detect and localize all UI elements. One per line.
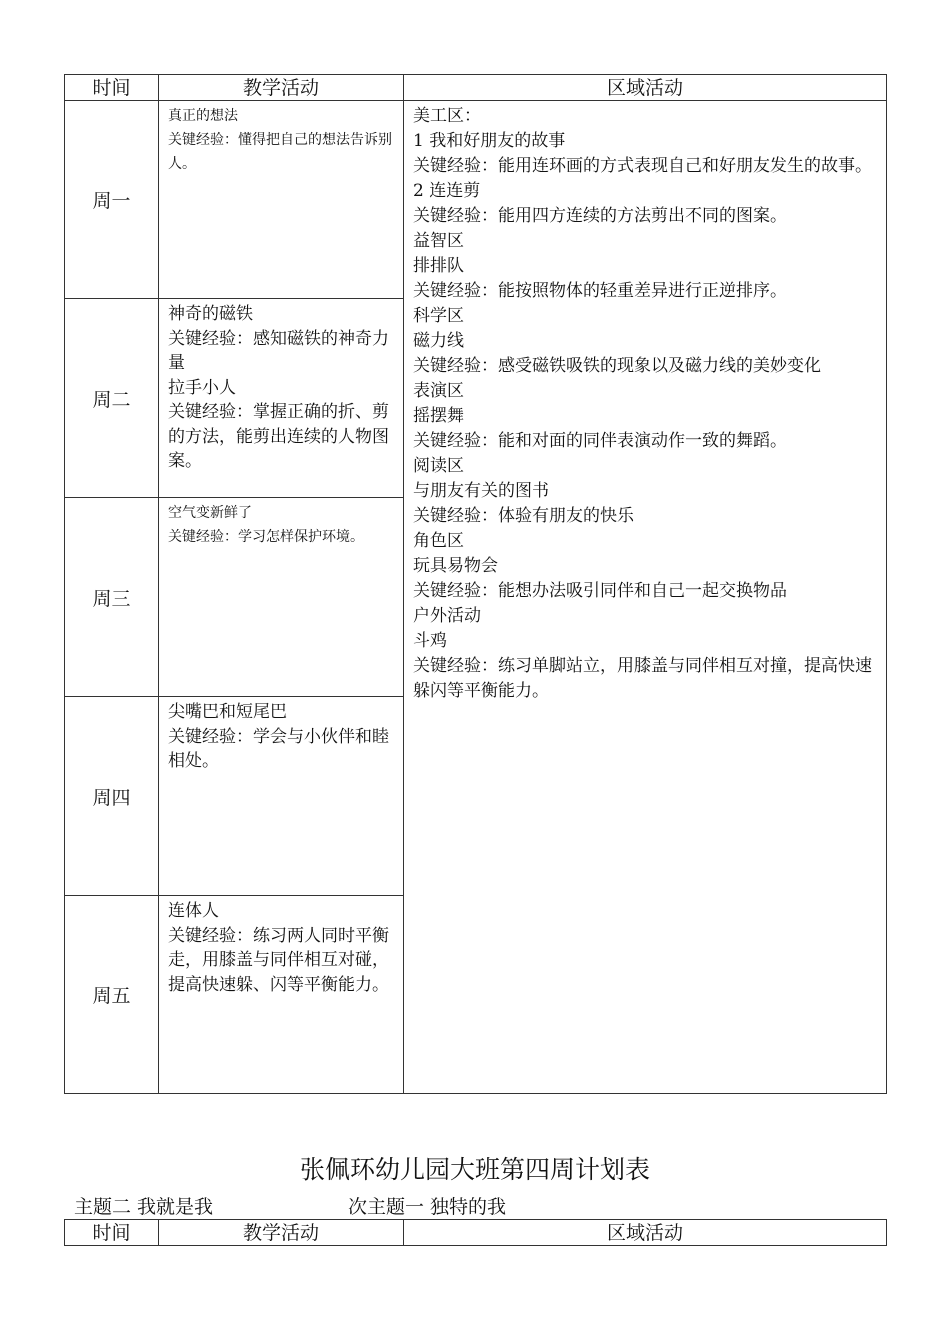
area-line: 关键经验：能用四方连续的方法剪出不同的图案。: [413, 206, 787, 226]
day-thursday: 周四: [65, 697, 159, 896]
teaching-tuesday: [159, 299, 404, 498]
day-tuesday: 周二: [65, 299, 159, 498]
area-line: 关键经验：能想办法吸引同伴和自己一起交换物品: [413, 581, 787, 601]
key-experience: 关键经验：懂得把自己的想法告诉别人。: [168, 132, 392, 172]
area-line: 2 连连剪: [413, 181, 481, 201]
day-friday: 周五: [65, 896, 159, 1094]
table-row: [65, 101, 887, 299]
table-header-row: [65, 75, 887, 101]
activity-title: 真正的想法: [168, 108, 238, 124]
area-line: 阅读区: [413, 456, 464, 476]
day-wednesday: 周三: [65, 498, 159, 697]
activity-title: 神奇的磁铁: [168, 304, 253, 324]
key-experience: 关键经验：练习两人同时平衡走，用膝盖与同伴相互对碰，提高快速躲、闪等平衡能力。: [168, 925, 389, 995]
area-line: 关键经验：练习单脚站立，用膝盖与同伴相互对撞，提高快速躲闪等平衡能力。: [413, 656, 872, 701]
area-line: 美工区：: [413, 106, 481, 126]
header-teaching: 教学活动: [159, 1220, 404, 1246]
header-time: 时间: [65, 75, 159, 101]
area-line: 关键经验：感受磁铁吸铁的现象以及磁力线的美妙变化: [413, 356, 821, 376]
teaching-wednesday: [159, 498, 404, 697]
area-line: 磁力线: [413, 331, 464, 351]
theme-label: 主题二 我就是我: [74, 1196, 214, 1218]
header-time: 时间: [65, 1220, 159, 1246]
area-line: 益智区: [413, 231, 464, 251]
area-line: 关键经验：能用连环画的方式表现自己和好朋友发生的故事。: [413, 156, 872, 176]
activity-title: 连体人: [168, 901, 219, 921]
key-experience: 关键经验：掌握正确的折、剪的方法，能剪出连续的人物图案。: [168, 402, 389, 471]
day-monday: 周一: [65, 101, 159, 299]
header-area: 区域活动: [404, 1220, 887, 1246]
area-line: 科学区: [413, 306, 464, 326]
next-week-plan-table: [64, 1219, 887, 1246]
area-line: 户外活动: [413, 606, 481, 626]
area-activities-cell: [404, 101, 887, 1094]
key-experience: 关键经验：学习怎样保护环境。: [168, 529, 364, 545]
area-line: 角色区: [413, 531, 464, 551]
key-experience: 关键经验：感知磁铁的神奇力量: [168, 328, 389, 373]
subtheme-label: 次主题一 独特的我: [348, 1196, 507, 1218]
area-line: 摇摆舞: [413, 406, 464, 426]
activity-title: 空气变新鲜了: [168, 505, 252, 521]
area-line: 表演区: [413, 381, 464, 401]
area-line: 1 我和好朋友的故事: [413, 131, 566, 151]
teaching-monday: [159, 101, 404, 299]
activity-title: 尖嘴巴和短尾巴: [168, 702, 287, 722]
plan-title: 张佩环幼儿园大班第四周计划表: [299, 1155, 650, 1184]
header-teaching: 教学活动: [159, 75, 404, 101]
area-line: 关键经验：体验有朋友的快乐: [413, 506, 634, 526]
table-header-row: [65, 1220, 887, 1246]
area-line: 关键经验：能和对面的同伴表演动作一致的舞蹈。: [413, 431, 787, 451]
weekly-plan-table: [64, 74, 887, 1094]
activity-title: 拉手小人: [168, 377, 236, 398]
area-line: 玩具易物会: [413, 556, 498, 576]
area-line: 斗鸡: [413, 631, 447, 651]
header-area: 区域活动: [404, 75, 887, 101]
area-line: 关键经验：能按照物体的轻重差异进行正逆排序。: [413, 281, 787, 301]
teaching-thursday: [159, 697, 404, 896]
key-experience: 关键经验：学会与小伙伴和睦相处。: [168, 726, 389, 771]
area-line: 排排队: [413, 256, 464, 276]
area-line: 与朋友有关的图书: [413, 481, 549, 501]
teaching-friday: [159, 896, 404, 1094]
